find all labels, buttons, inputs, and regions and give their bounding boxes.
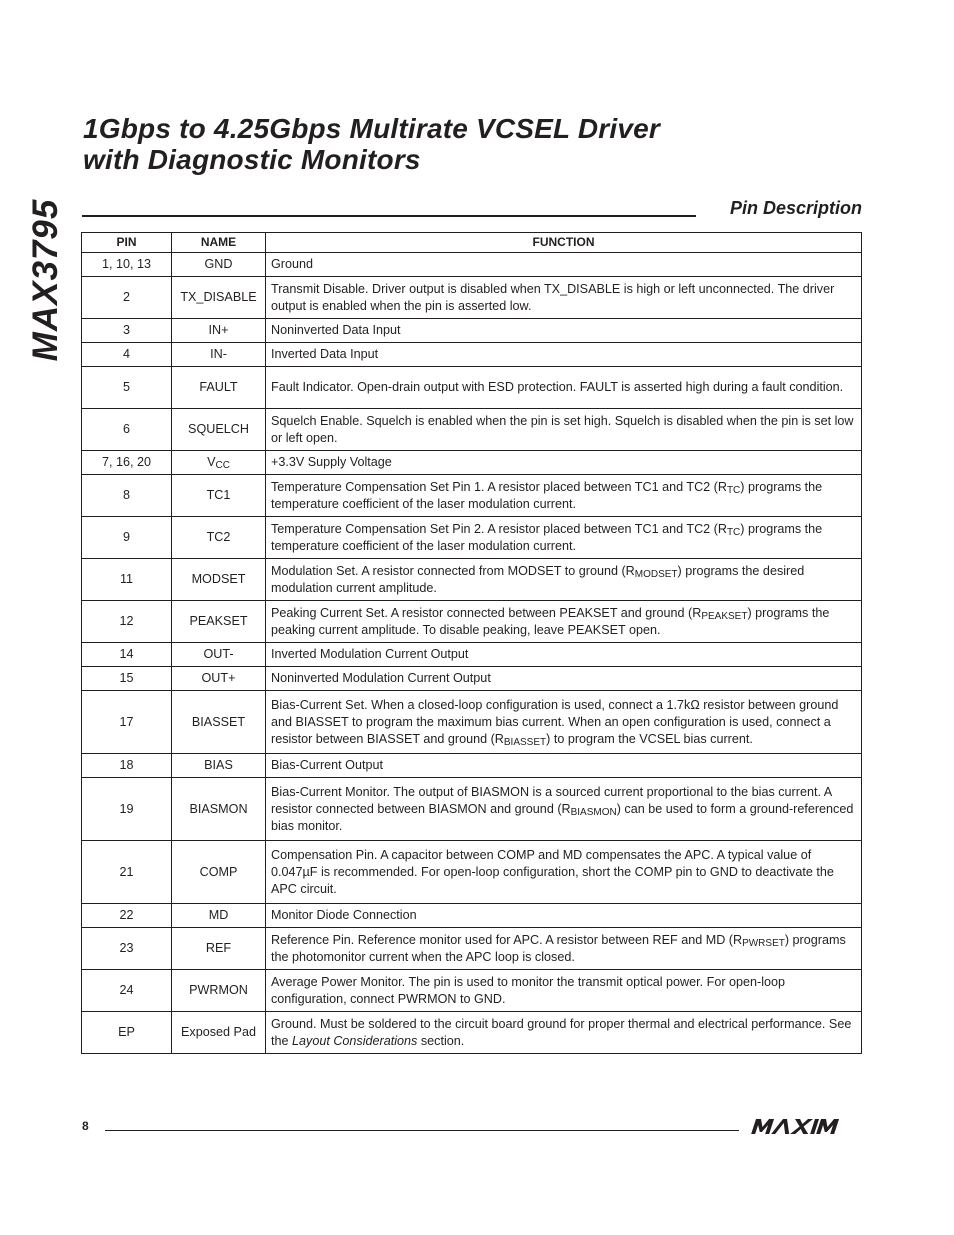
pin-cell: 4 <box>82 343 172 367</box>
function-cell <box>266 475 862 517</box>
function-subscript: TC <box>726 526 741 538</box>
pin-cell: EP <box>82 1012 172 1054</box>
function-text: Bias-Current Monitor. The output of BIASMON is a sourced current proportional to the bias current. A resistor connected between BIASMON and ground (R <box>271 784 832 816</box>
table-row <box>82 253 862 277</box>
function-cell <box>266 1012 862 1054</box>
function-subscript: BIASMON <box>570 806 617 818</box>
pin-cell: 9 <box>82 517 172 559</box>
table-row <box>82 343 862 367</box>
name-cell: TX_DISABLE <box>172 277 266 319</box>
function-text: Modulation Set. A resistor connected from MODSET to ground (R <box>271 563 635 578</box>
pin-cell: 7, 16, 20 <box>82 451 172 475</box>
footer-rule <box>105 1130 739 1131</box>
name-cell: OUT- <box>172 643 266 667</box>
name-cell: SQUELCH <box>172 409 266 451</box>
function-cell: Noninverted Data Input <box>266 319 862 343</box>
function-italic-text: Layout Considerations <box>292 1033 418 1048</box>
function-text: Temperature Compensation Set Pin 1. A resistor placed between TC1 and TC2 (R <box>271 479 727 494</box>
table-row <box>82 409 862 451</box>
name-base: V <box>207 455 216 469</box>
name-cell: MODSET <box>172 559 266 601</box>
pin-cell: 19 <box>82 778 172 841</box>
pin-cell: 17 <box>82 691 172 754</box>
table-row <box>82 691 862 754</box>
table-row <box>82 517 862 559</box>
pin-cell: 21 <box>82 841 172 904</box>
name-cell: PEAKSET <box>172 601 266 643</box>
function-subscript: PEAKSET <box>701 610 748 622</box>
function-cell: Inverted Data Input <box>266 343 862 367</box>
name-cell: BIASMON <box>172 778 266 841</box>
name-cell: GND <box>172 253 266 277</box>
name-cell: PWRMON <box>172 970 266 1012</box>
pin-cell: 24 <box>82 970 172 1012</box>
table-row <box>82 1012 862 1054</box>
table-row <box>82 601 862 643</box>
maxim-logo <box>751 1116 859 1136</box>
table-row <box>82 904 862 928</box>
pin-description-table <box>81 232 862 1054</box>
pin-cell: 1, 10, 13 <box>82 253 172 277</box>
function-text: ) programs the peaking current amplitude. To disable peaking, leave PEAKSET open. <box>271 605 830 637</box>
function-cell: Monitor Diode Connection <box>266 904 862 928</box>
function-text: Temperature Compensation Set Pin 2. A resistor placed between TC1 and TC2 (R <box>271 521 727 536</box>
function-cell <box>266 778 862 841</box>
pin-cell: 15 <box>82 667 172 691</box>
table-row <box>82 667 862 691</box>
function-cell: Bias-Current Output <box>266 754 862 778</box>
pin-cell: 11 <box>82 559 172 601</box>
name-cell: IN- <box>172 343 266 367</box>
section-title: Pin Description <box>729 198 862 218</box>
name-cell: Exposed Pad <box>172 1012 266 1054</box>
function-cell: Average Power Monitor. The pin is used to monitor the transmit optical power. For open-loop configuration, connect PWRMON to GND. <box>266 970 862 1012</box>
table-row <box>82 928 862 970</box>
section-header <box>82 198 862 220</box>
function-cell: Squelch Enable. Squelch is enabled when the pin is set high. Squelch is disabled when the pin is set low or left open. <box>266 409 862 451</box>
function-cell <box>266 559 862 601</box>
name-cell <box>172 451 266 475</box>
function-subscript: MODSET <box>634 568 678 580</box>
function-text: section. <box>417 1033 465 1048</box>
function-text: ) programs the photomonitor current when the APC loop is closed. <box>271 932 846 964</box>
table-row <box>82 451 862 475</box>
name-cell: REF <box>172 928 266 970</box>
name-cell: IN+ <box>172 319 266 343</box>
function-cell: Ground <box>266 253 862 277</box>
table-row <box>82 778 862 841</box>
table-row <box>82 475 862 517</box>
function-cell <box>266 928 862 970</box>
title-line-2: with Diagnostic Monitors <box>83 144 421 175</box>
function-cell: +3.3V Supply Voltage <box>266 451 862 475</box>
function-text: Peaking Current Set. A resistor connected between PEAKSET and ground (R <box>271 605 702 620</box>
table-row <box>82 367 862 409</box>
pin-cell: 12 <box>82 601 172 643</box>
pin-cell: 14 <box>82 643 172 667</box>
name-cell: BIASSET <box>172 691 266 754</box>
name-cell: OUT+ <box>172 667 266 691</box>
table-row <box>82 970 862 1012</box>
function-text: ) programs the temperature coefficient of the laser modulation current. <box>271 479 823 511</box>
table-row <box>82 559 862 601</box>
function-text: Reference Pin. Reference monitor used for APC. A resistor between REF and MD (R <box>271 932 743 947</box>
pin-cell: 22 <box>82 904 172 928</box>
function-subscript: BIASSET <box>503 736 547 748</box>
table-row <box>82 277 862 319</box>
function-subscript: PWRSET <box>742 937 785 949</box>
section-rule <box>82 215 696 217</box>
name-subscript: CC <box>215 460 230 471</box>
pin-cell: 5 <box>82 367 172 409</box>
document-title <box>83 113 883 175</box>
header-function: FUNCTION <box>266 233 862 253</box>
function-text: ) programs the temperature coefficient of the laser modulation current. <box>271 521 823 553</box>
header-pin: PIN <box>82 233 172 253</box>
pin-cell: 3 <box>82 319 172 343</box>
name-cell: FAULT <box>172 367 266 409</box>
function-cell <box>266 691 862 754</box>
table-row <box>82 841 862 904</box>
function-text: Bias-Current Set. When a closed-loop configuration is used, connect a 1.7kΩ resistor between ground and BIASSET to program the maximum bias current. When an open configuration is used, connect a resistor between BIASSET and ground (R <box>271 697 839 746</box>
function-text: ) can be used to form a ground-referenced bias monitor. <box>271 801 854 833</box>
table-row <box>82 319 862 343</box>
name-cell: COMP <box>172 841 266 904</box>
name-cell: TC1 <box>172 475 266 517</box>
page-number: 8 <box>82 1119 89 1133</box>
pin-cell: 23 <box>82 928 172 970</box>
function-subscript: TC <box>726 484 741 496</box>
function-cell <box>266 517 862 559</box>
name-cell: TC2 <box>172 517 266 559</box>
name-cell: BIAS <box>172 754 266 778</box>
function-cell: Transmit Disable. Driver output is disabled when TX_DISABLE is high or left unconnected. The driver output is enabled when the pin is asserted low. <box>266 277 862 319</box>
table-header-row <box>82 233 862 253</box>
part-number-side-label: MAX3795 <box>26 198 65 362</box>
function-cell: Inverted Modulation Current Output <box>266 643 862 667</box>
function-cell: Fault Indicator. Open-drain output with ESD protection. FAULT is asserted high during a fault condition. <box>266 367 862 409</box>
function-cell <box>266 601 862 643</box>
function-text: ) to program the VCSEL bias current. <box>546 731 753 746</box>
name-cell: MD <box>172 904 266 928</box>
pin-cell: 6 <box>82 409 172 451</box>
function-cell: Compensation Pin. A capacitor between COMP and MD compensates the APC. A typical value of 0.047µF is recommended. For open-loop configuration, short the COMP pin to GND to deactivate the APC circuit. <box>266 841 862 904</box>
pin-cell: 18 <box>82 754 172 778</box>
pin-cell: 8 <box>82 475 172 517</box>
pin-cell: 2 <box>82 277 172 319</box>
table-row <box>82 643 862 667</box>
function-text: ) programs the desired modulation current amplitude. <box>271 563 805 595</box>
function-cell: Noninverted Modulation Current Output <box>266 667 862 691</box>
title-line-1: 1Gbps to 4.25Gbps Multirate VCSEL Driver <box>83 113 660 144</box>
table-row <box>82 754 862 778</box>
function-text: Ground. Must be soldered to the circuit board ground for proper thermal and electrical performance. See the <box>271 1016 852 1048</box>
header-name: NAME <box>172 233 266 253</box>
